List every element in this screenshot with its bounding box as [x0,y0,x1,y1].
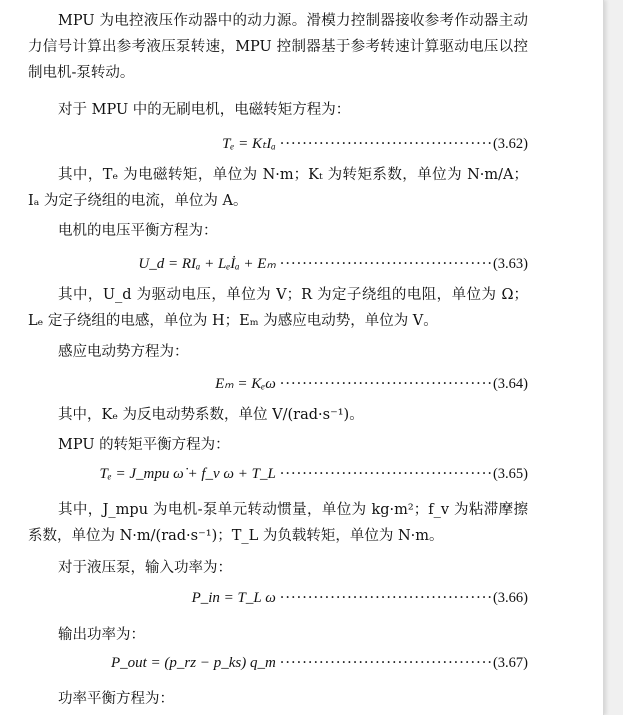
paragraph-mpu-definitions: 其中，J_mpu 为电机-泵单元转动惯量，单位为 kg·m²；f_v 为粘滞摩擦系数，单位为 N·m/(rad·s⁻¹)；T_L 为负载转矩，单位为 N·m。 [28,502,528,544]
paragraph-emf-definitions: 其中，Kₑ 为反电动势系数，单位 V/(rad·s⁻¹)。 [58,407,364,423]
equation-number: (3.67) [492,655,528,671]
equation-number: (3.63) [492,256,528,272]
equation-formula: Tₑ = KₜIₐ [222,136,276,152]
equation-number: (3.65) [492,466,528,482]
dot-leader: ······································ [279,376,493,392]
equation-formula: P_out = (p_rz − p_ks) q_m [110,655,276,671]
paragraph-intro: MPU 为电控液压作动器中的动力源。滑模力控制器接收参考作动器主动力信号计算出参考液压泵转速，MPU 控制器基于参考转速计算驱动电压以控制电机-泵转动。 [28,13,528,81]
paragraph-torque-definitions: 其中，Tₑ 为电磁转矩，单位为 N·m；Kₜ 为转矩系数，单位为 N·m/A；Iₐ 为定子绕组的电流，单位为 A。 [28,167,528,209]
paragraph-pump-output-intro: 输出功率为： [58,627,145,643]
equation-formula: U_d = RIₐ + Lₑİₐ + Eₘ [138,256,276,272]
paragraph-pump-input-intro: 对于液压泵，输入功率为： [58,560,232,576]
equation-number: (3.64) [492,376,528,392]
paragraph-voltage-intro: 电机的电压平衡方程为： [58,223,218,239]
dot-leader: ······································ [279,136,493,152]
dot-leader: ······································ [279,256,493,272]
equation-formula: P_in = T_L ω [191,590,276,606]
equation-number: (3.62) [492,136,528,152]
paragraph-emf-intro: 感应电动势方程为： [58,344,189,360]
equation-3-62 [28,134,528,156]
equation-3-66 [28,590,528,612]
dot-leader: ······································ [279,655,493,671]
paragraph-torque-intro: 对于 MPU 中的无刷电机，电磁转矩方程为： [58,102,351,118]
dot-leader: ······································ [279,590,493,606]
paragraph-power-balance-intro: 功率平衡方程为： [58,691,174,707]
paragraph-voltage-definitions: 其中，U_d 为驱动电压，单位为 V；R 为定子绕组的电阻，单位为 Ω；Lₑ 定子绕组的电感，单位为 H；Eₘ 为感应电动势，单位为 V。 [28,287,528,329]
equation-3-67 [28,655,528,677]
equation-formula: Tₑ = J_mpu ω̇ + f_v ω + T_L [99,466,276,482]
dot-leader: ······································ [279,466,493,482]
equation-number: (3.66) [492,590,528,606]
equation-3-63 [28,254,528,276]
equation-3-65 [28,466,528,488]
equation-formula: Eₘ = Kₑω [215,376,276,392]
equation-3-64 [28,374,528,396]
paragraph-mpu-torque-intro: MPU 的转矩平衡方程为： [58,437,230,453]
